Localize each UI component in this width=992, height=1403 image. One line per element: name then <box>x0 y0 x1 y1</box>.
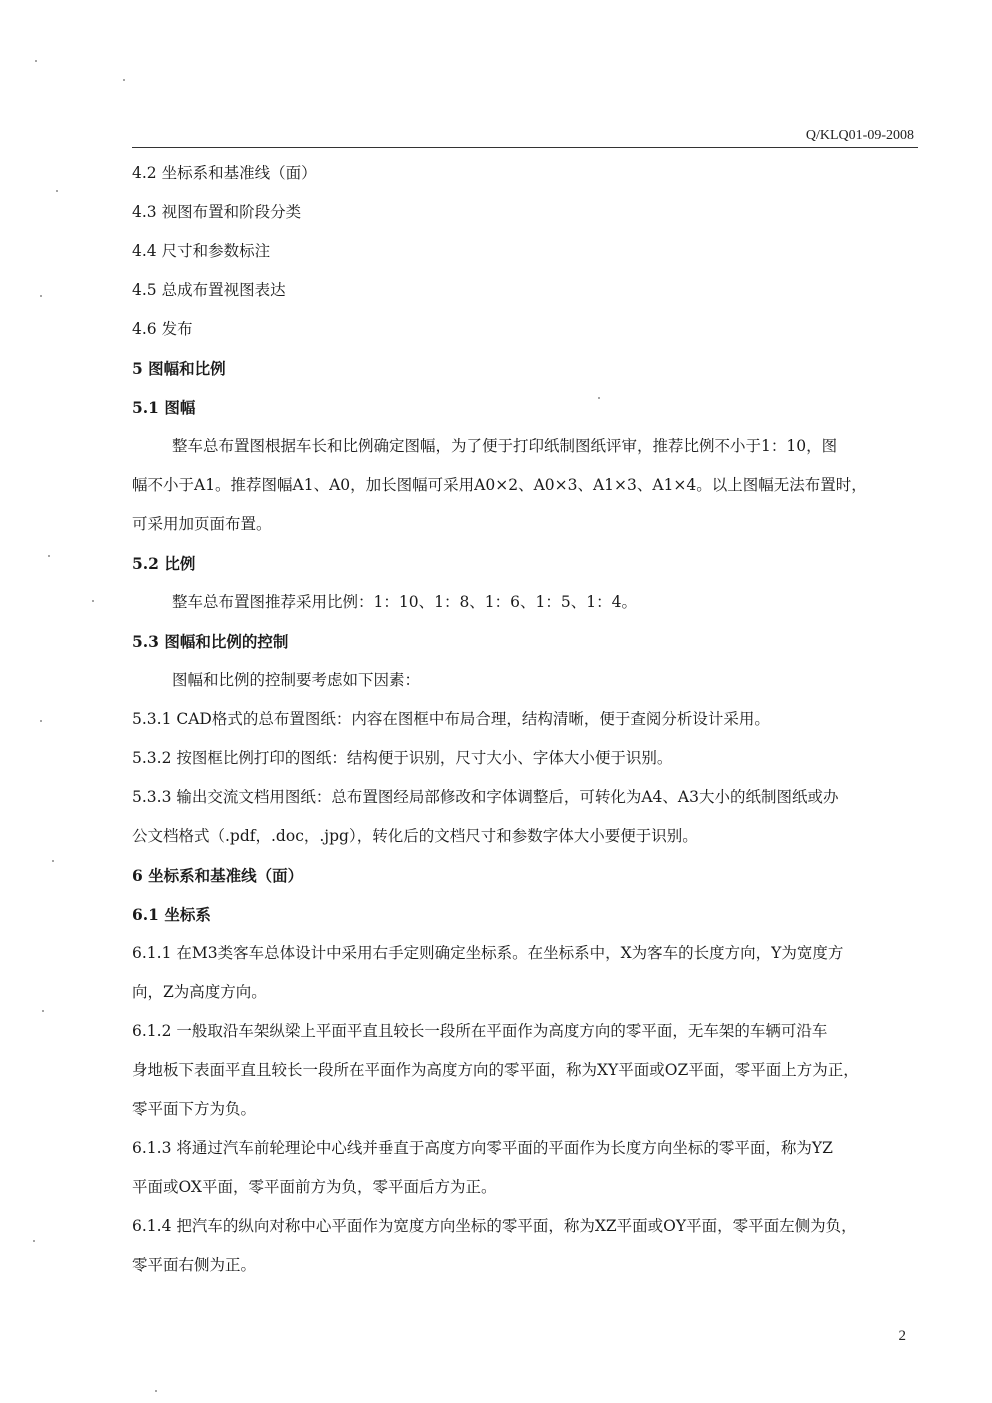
scan-speck <box>40 295 42 297</box>
paragraph-line: 整车总布置图根据车长和比例确定图幅，为了便于打印纸制图纸评审，推荐比例不小于1：10，图 <box>172 437 838 455</box>
outline-item: 4.5 总成布置视图表达 <box>132 281 286 299</box>
scan-speck <box>42 1010 44 1012</box>
page-number: 2 <box>898 1328 906 1344</box>
outline-item: 4.3 视图布置和阶段分类 <box>132 203 302 221</box>
scan-speck <box>35 60 37 62</box>
outline-item: 4.6 发布 <box>132 320 193 338</box>
header-rule <box>132 147 918 148</box>
paragraph-line: 6.1.2 一般取沿车架纵梁上平面平直且较长一段所在平面作为高度方向的零平面，无车架的车辆可沿车 <box>132 1022 828 1040</box>
scan-speck <box>123 79 125 81</box>
paragraph-line: 幅不小于A1。推荐图幅A1、A0，加长图幅可采用A0×2、A0×3、A1×3、A1×4。以上图幅无法布置时， <box>132 476 867 494</box>
scan-speck <box>40 720 42 722</box>
paragraph-line: 6.1.1 在M3类客车总体设计中采用右手定则确定坐标系。在坐标系中，X为客车的长度方向，Y为宽度方 <box>132 944 844 962</box>
section-heading: 6 坐标系和基准线（面） <box>132 866 304 885</box>
scan-speck <box>92 600 94 602</box>
paragraph-line: 5.3.2 按图框比例打印的图纸：结构便于识别，尺寸大小、字体大小便于识别。 <box>132 749 673 767</box>
paragraph-line: 图幅和比例的控制要考虑如下因素： <box>172 671 421 689</box>
document-body <box>132 154 918 1285</box>
scan-speck <box>56 190 58 192</box>
paragraph-line: 6.1.4 把汽车的纵向对称中心平面作为宽度方向坐标的零平面，称为XZ平面或OY平面，零平面左侧为负， <box>132 1217 857 1235</box>
paragraph-line: 身地板下表面平直且较长一段所在平面作为高度方向的零平面，称为XY平面或OZ平面，零平面上方为正， <box>132 1061 859 1079</box>
paragraph-line: 零平面右侧为正。 <box>132 1256 257 1274</box>
paragraph-line: 6.1.3 将通过汽车前轮理论中心线并垂直于高度方向零平面的平面作为长度方向坐标的零平面，称为YZ <box>132 1139 833 1157</box>
document-code: Q/KLQ01-09-2008 <box>805 128 914 143</box>
paragraph-line: 整车总布置图推荐采用比例：1：10、1：8、1：6、1：5、1：4。 <box>172 593 637 611</box>
outline-item: 4.2 坐标系和基准线（面） <box>132 164 317 182</box>
section-heading: 5.2 比例 <box>132 554 196 573</box>
scan-speck <box>155 1390 157 1392</box>
paragraph-line: 可采用加页面布置。 <box>132 515 272 533</box>
section-heading: 5.1 图幅 <box>132 398 196 417</box>
scan-speck <box>52 860 54 862</box>
paragraph-line: 公文档格式（.pdf，.doc，.jpg），转化后的文档尺寸和参数字体大小要便于识别。 <box>132 827 698 845</box>
paragraph-line: 平面或OX平面，零平面前方为负，零平面后方为正。 <box>132 1178 497 1196</box>
paragraph-line: 5.3.3 输出交流文档用图纸：总布置图经局部修改和字体调整后，可转化为A4、A3大小的纸制图纸或办 <box>132 788 839 806</box>
scan-speck <box>33 1240 35 1242</box>
scan-speck <box>48 555 50 557</box>
section-heading: 6.1 坐标系 <box>132 905 211 924</box>
paragraph-line: 向，Z为高度方向。 <box>132 983 267 1001</box>
paragraph-line: 零平面下方为负。 <box>132 1100 257 1118</box>
scan-speck <box>598 397 600 399</box>
paragraph-line: 5.3.1 CAD格式的总布置图纸：内容在图框中布局合理，结构清晰，便于查阅分析设计采用。 <box>132 710 770 728</box>
section-heading: 5 图幅和比例 <box>132 359 226 378</box>
outline-item: 4.4 尺寸和参数标注 <box>132 242 271 260</box>
section-heading: 5.3 图幅和比例的控制 <box>132 632 289 651</box>
